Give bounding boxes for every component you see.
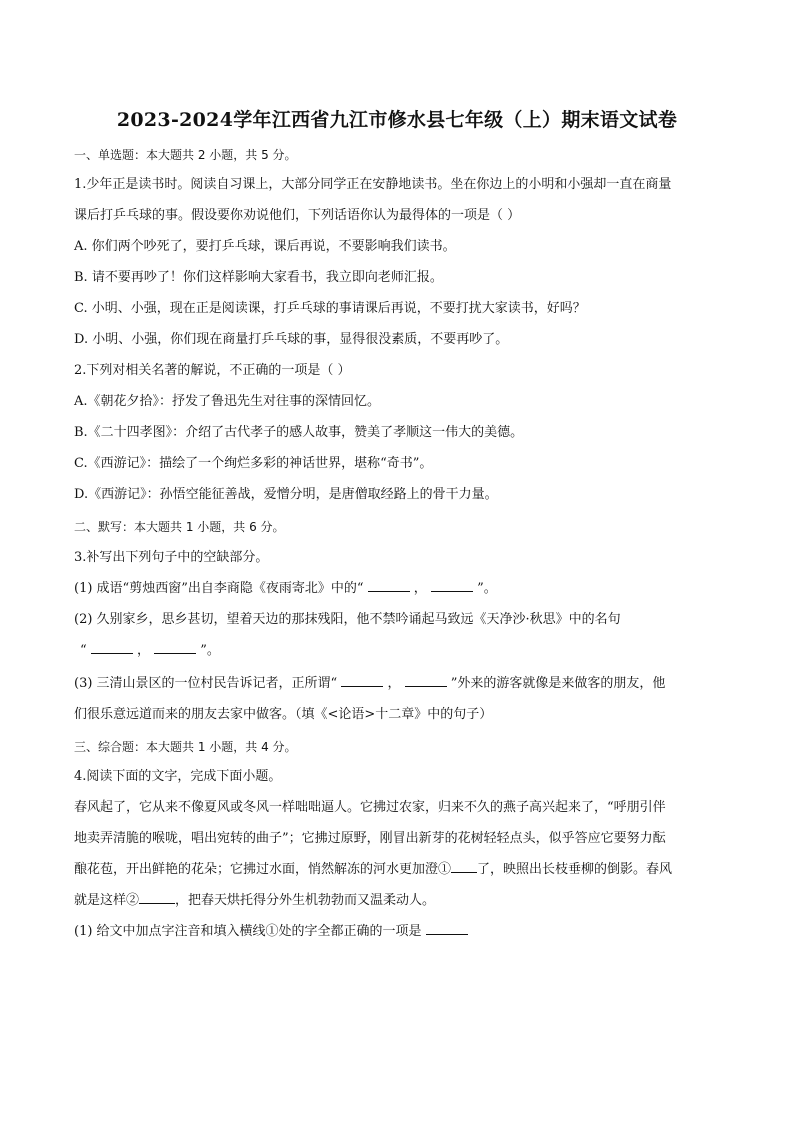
passage-line-3-text-a: 酿花苞，开出鲜艳的花朵；它拂过水面，悄然解冻的河水更加澄① bbox=[74, 862, 452, 877]
question-1-option-c: C. 小明、小强，现在正是阅读课，打乒乓球的事请课后再说，不要打扰大家读书，好吗？ bbox=[74, 301, 586, 316]
question-3-part-2-text-b: ， bbox=[136, 643, 150, 658]
passage-line-3 bbox=[74, 860, 734, 880]
answer-blank[interactable] bbox=[91, 653, 133, 654]
question-3-part-3-text-b: ， bbox=[387, 676, 401, 691]
question-2-stem: 2.下列对相关名著的解说，不正确的一项是（ ） bbox=[74, 363, 351, 378]
question-1-option-d: D. 小明、小强，你们现在商量打乒乓球的事，显得很没素质，不要再吵了。 bbox=[74, 332, 509, 347]
answer-blank[interactable] bbox=[431, 591, 473, 592]
question-2-option-a: A.《朝花夕拾》：抒发了鲁迅先生对往事的深情回忆。 bbox=[74, 394, 381, 409]
question-3-part-2-text-c: ”。 bbox=[200, 643, 220, 658]
answer-blank[interactable] bbox=[405, 686, 447, 687]
answer-blank[interactable] bbox=[368, 591, 410, 592]
question-3-part-2-line-1: (2) 久别家乡，思乡甚切，望着天边的那抹残阳，他不禁吟诵起马致远《天净沙·秋思》中的名句 bbox=[74, 612, 621, 627]
section-heading-3: 三、综合题：本大题共 1 小题，共 4 分。 bbox=[74, 740, 297, 754]
question-1-stem-line-2: 课后打乒乓球的事。假设要你劝说他们，下列话语你认为最得体的一项是（ ） bbox=[74, 208, 521, 223]
question-1-option-b: B. 请不要再吵了！你们这样影响大家看书，我立即向老师汇报。 bbox=[74, 270, 443, 285]
question-3-part-3-line-1 bbox=[74, 674, 734, 694]
question-3-part-2-line-2 bbox=[80, 641, 740, 661]
passage-line-4-text-b: ，把春天烘托得分外生机勃勃而又温柔动人。 bbox=[175, 893, 436, 908]
question-4-stem: 4.阅读下面的文字，完成下面小题。 bbox=[74, 769, 282, 784]
passage-line-4-text-a: 就是这样② bbox=[74, 893, 140, 908]
answer-blank[interactable] bbox=[426, 934, 468, 935]
question-3-part-3-line-2: 们很乐意远道而来的朋友去家中做客。（填《<论语>十二章》中的句子） bbox=[74, 707, 493, 722]
question-3-part-1 bbox=[74, 579, 734, 599]
question-1-stem-line-1: 1.少年正是读书时。阅读自习课上，大部分同学正在安静地读书。坐在你边上的小明和小强却一直在商量 bbox=[74, 177, 672, 192]
question-3-stem: 3.补写出下列句子中的空缺部分。 bbox=[74, 550, 269, 565]
passage-line-4 bbox=[74, 891, 734, 911]
question-1-option-a: A. 你们两个吵死了，要打乒乓球，课后再说，不要影响我们读书。 bbox=[74, 239, 456, 254]
answer-blank[interactable] bbox=[341, 686, 383, 687]
passage-line-1: 春风起了，它从来不像夏风或冬风一样咄咄逼人。它拂过农家，归来不久的燕子高兴起来了，“呼朋引伴 bbox=[74, 800, 666, 815]
section-heading-2: 二、默写：本大题共 1 小题，共 6 分。 bbox=[74, 520, 285, 534]
answer-blank[interactable] bbox=[451, 872, 477, 873]
question-3-part-3-text-c: ”外来的游客就像是来做客的朋友，他 bbox=[450, 676, 666, 691]
question-3-part-1-text-c: ”。 bbox=[477, 581, 497, 596]
question-4-sub-1 bbox=[74, 922, 734, 942]
passage-line-3-text-b: 了，映照出长枝垂柳的倒影。春风 bbox=[477, 862, 673, 877]
passage-line-2: 地卖弄清脆的喉咙，唱出宛转的曲子”；它拂过原野，刚冒出新芽的花树轻轻点头，似乎答应它要努力酝 bbox=[74, 831, 666, 846]
question-2-option-c: C.《西游记》：描绘了一个绚烂多彩的神话世界，堪称“奇书”。 bbox=[74, 456, 433, 471]
question-2-option-d: D.《西游记》：孙悟空能征善战，爱憎分明，是唐僧取经路上的骨干力量。 bbox=[74, 487, 498, 502]
page-title: 2023-2024学年江西省九江市修水县七年级（上）期末语文试卷 bbox=[116, 109, 678, 131]
section-heading-1: 一、单选题：本大题共 2 小题，共 5 分。 bbox=[74, 148, 297, 162]
question-2-option-b: B.《二十四孝图》：介绍了古代孝子的感人故事，赞美了孝顺这一伟大的美德。 bbox=[74, 425, 524, 440]
answer-blank[interactable] bbox=[139, 903, 175, 904]
question-3-part-2-text-a: “ bbox=[80, 643, 87, 658]
answer-blank[interactable] bbox=[154, 653, 196, 654]
question-3-part-3-text-a: (3) 三清山景区的一位村民告诉记者，正所谓“ bbox=[74, 676, 338, 691]
question-3-part-1-text-a: (1) 成语“剪烛西窗”出自李商隐《夜雨寄北》中的“ bbox=[74, 581, 364, 596]
question-4-sub-1-text: (1) 给文中加点字注音和填入横线①处的字全都正确的一项是 bbox=[74, 924, 426, 939]
question-3-part-1-text-b: ， bbox=[413, 581, 427, 596]
